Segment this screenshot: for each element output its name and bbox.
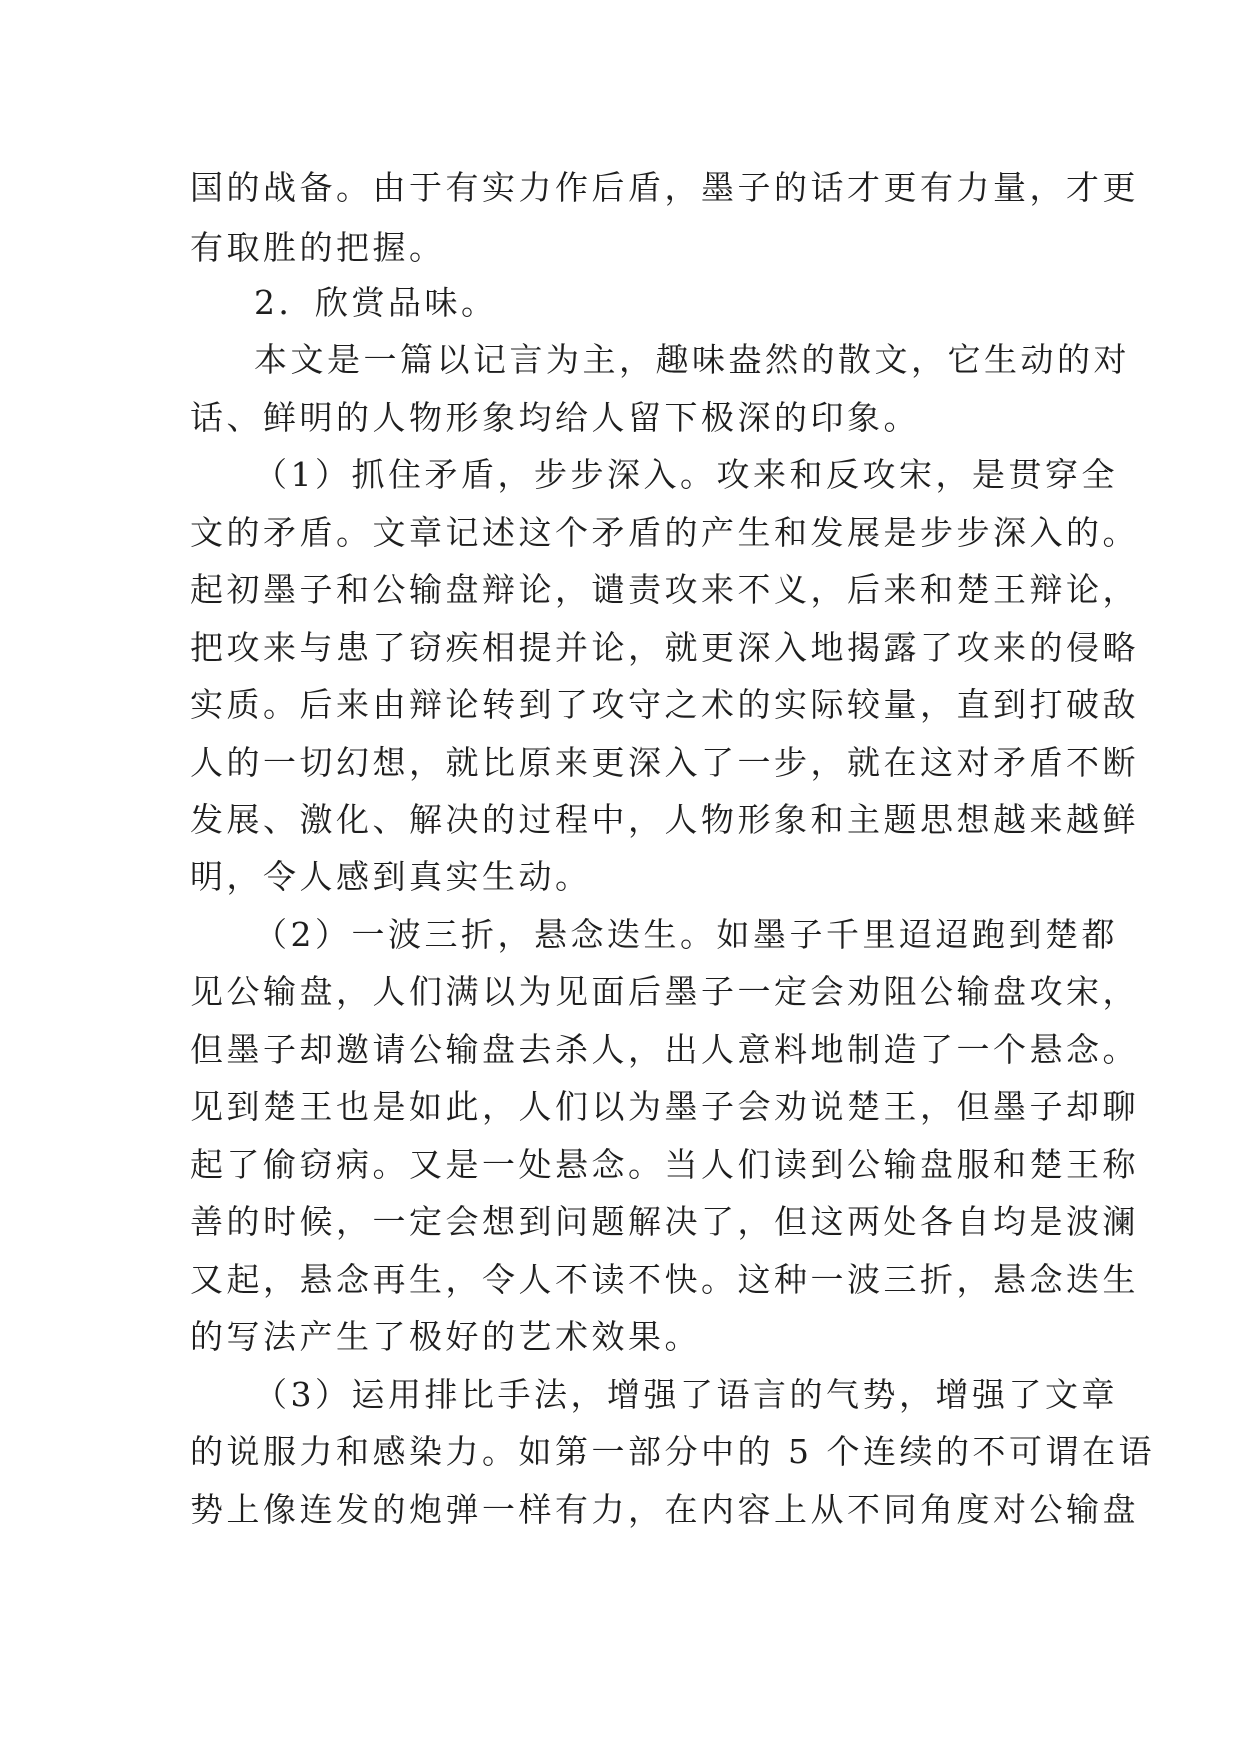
- paragraph-start: （2）一波三折，悬念迭生。如墨子千里迢迢跑到楚都: [254, 915, 1118, 954]
- text-line: 见公输盘，人们满以为见面后墨子一定会劝阻公输盘攻宋，: [190, 972, 1139, 1011]
- paragraph-start: （3）运用排比手法，增强了语言的气势，增强了文章: [254, 1375, 1118, 1414]
- text-line: 势上像连发的炮弹一样有力，在内容上从不同角度对公输盘: [190, 1490, 1139, 1529]
- text-line: 的写法产生了极好的艺术效果。: [190, 1317, 701, 1356]
- text-line: 人的一切幻想，就比原来更深入了一步，就在这对矛盾不断: [190, 743, 1139, 782]
- text-line: 发展、激化、解决的过程中，人物形象和主题思想越来越鲜: [190, 800, 1139, 839]
- text-line: 把攻来与患了窃疾相提并论，就更深入地揭露了攻来的侵略: [190, 628, 1139, 667]
- paragraph-start: 本文是一篇以记言为主，趣味盎然的散文，它生动的对: [254, 340, 1130, 379]
- text-line: 明，令人感到真实生动。: [190, 857, 592, 896]
- text-line: 有取胜的把握。: [190, 228, 446, 267]
- text-line: 又起，悬念再生，令人不读不快。这种一波三折，悬念迭生: [190, 1260, 1139, 1299]
- paragraph-start: （1）抓住矛盾，步步深入。攻来和反攻宋，是贯穿全: [254, 455, 1118, 494]
- text-line: 起初墨子和公输盘辩论，谴责攻来不义，后来和楚王辩论，: [190, 570, 1139, 609]
- text-line: 国的战备。由于有实力作后盾，墨子的话才更有力量，才更: [190, 168, 1139, 207]
- text-line: 文的矛盾。文章记述这个矛盾的产生和发展是步步深入的。: [190, 513, 1139, 552]
- text-line: 话、鲜明的人物形象均给人留下极深的印象。: [190, 398, 920, 437]
- text-line: 的说服力和感染力。如第一部分中的 5 个连续的不可谓在语: [190, 1432, 1155, 1471]
- text-line: 善的时候，一定会想到问题解决了，但这两处各自均是波澜: [190, 1202, 1139, 1241]
- text-line: 但墨子却邀请公输盘去杀人，出人意料地制造了一个悬念。: [190, 1030, 1139, 1069]
- text-line: 见到楚王也是如此，人们以为墨子会劝说楚王，但墨子却聊: [190, 1087, 1139, 1126]
- section-heading: 2．欣赏品味。: [254, 283, 498, 322]
- text-line: 起了偷窃病。又是一处悬念。当人们读到公输盘服和楚王称: [190, 1145, 1139, 1184]
- text-line: 实质。后来由辩论转到了攻守之术的实际较量，直到打破敌: [190, 685, 1139, 724]
